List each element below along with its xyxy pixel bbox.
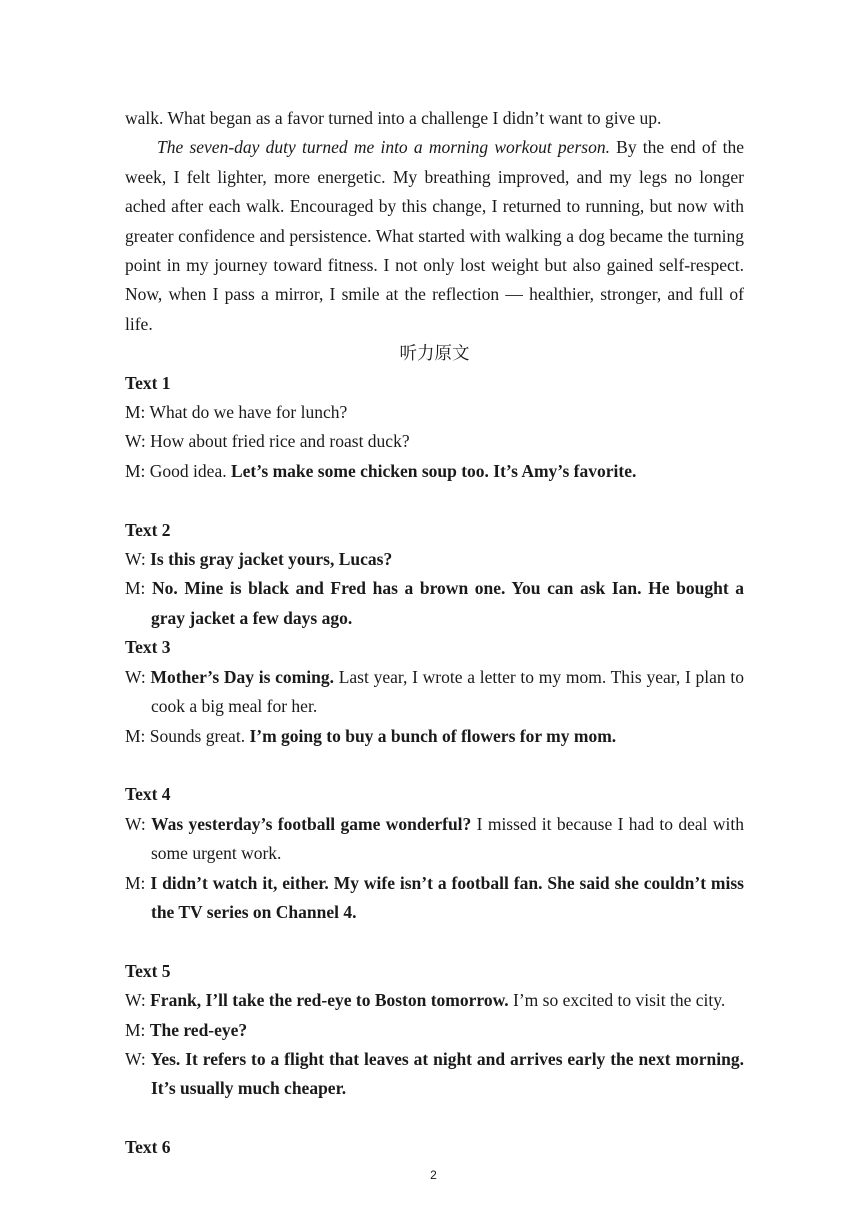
speaker-label: W:: [125, 813, 152, 834]
speaker-label: M:: [125, 872, 151, 893]
dialogue-bold-text: I didn’t watch it, either. My wife isn’t a football fan. She said she couldn’t miss the TV series on Channel 4.: [150, 872, 744, 922]
speaker-label: W:: [125, 549, 151, 570]
dialogue-line: W: How about fried rice and roast duck?: [125, 431, 410, 452]
text-heading: Text 6: [125, 1137, 171, 1158]
spacer: [125, 927, 744, 956]
speaker-label: W:: [125, 1048, 151, 1069]
dialogue-line: [125, 663, 744, 722]
section-title: 听力原文: [399, 343, 470, 364]
dialogue-line: [125, 810, 744, 869]
passage-italic-sentence: The seven-day duty turned me into a morning workout person.: [157, 137, 610, 158]
dialogue-bold-text: Is this gray jacket yours, Lucas?: [150, 549, 393, 570]
spacer: [125, 1104, 744, 1133]
spacer: [125, 751, 744, 780]
dialogue-line: [125, 986, 744, 1015]
passage-line: walk. What began as a favor turned into a challenge I didn’t want to give up.: [125, 108, 662, 128]
dialogue-line: [125, 722, 744, 751]
dialogue-bold-text: The red-eye?: [149, 1019, 248, 1040]
speaker-label: M:: [125, 578, 153, 599]
dialogue-bold-text: Frank, I’ll take the red-eye to Boston tomorrow.: [150, 990, 509, 1011]
dialogue-line: [125, 545, 744, 574]
text-heading: Text 5: [125, 960, 171, 981]
dialogue-bold-text: I’m going to buy a bunch of flowers for my mom.: [249, 725, 617, 746]
dialogue-line: M: What do we have for lunch?: [125, 402, 348, 423]
page-number: 2: [430, 1168, 437, 1182]
dialogue-text: M: Sounds great.: [125, 725, 250, 746]
dialogue-line: [125, 1016, 744, 1045]
dialogue-text: I missed it because I had to deal with some urgent work.: [151, 813, 745, 864]
speaker-label: W:: [125, 666, 151, 687]
spacer: [125, 486, 744, 515]
dialogue-text: M: Good idea.: [125, 460, 231, 481]
dialogue-line: [125, 1045, 744, 1104]
passage-text: By the end of the week, I felt lighter, more energetic. My breathing improved, and my legs no longer ached after each walk. Encouraged by this change, I returned to running, but now with greater confidence and persistence. What started with walking a dog became the turning point in my journey toward fitness. I not only lost weight but also gained self-respect. Now, when I pass a mirror, I smile at the reflection — healthier, stronger, and full of life.: [125, 137, 745, 334]
passage-paragraph: [125, 133, 744, 339]
dialogue-line: [125, 574, 744, 633]
dialogue-bold-text: Yes. It refers to a flight that leaves at night and arrives early the next morning. It’s usually much cheaper.: [150, 1048, 744, 1099]
speaker-label: M:: [125, 1019, 150, 1040]
document-page: [125, 104, 744, 1163]
dialogue-text: Last year, I wrote a letter to my mom. This year, I plan to cook a big meal for her.: [151, 666, 745, 717]
dialogue-bold-text: Mother’s Day is coming.: [150, 666, 334, 687]
dialogue-text: I’m so excited to visit the city.: [508, 990, 726, 1011]
dialogue-bold-text: Let’s make some chicken soup too. It’s Amy’s favorite.: [230, 460, 637, 481]
text-heading: Text 2: [125, 519, 171, 540]
text-heading: Text 1: [125, 372, 171, 393]
dialogue-line: [125, 457, 744, 486]
dialogue-line: [125, 869, 744, 928]
text-heading: Text 4: [125, 784, 171, 805]
text-heading: Text 3: [125, 637, 171, 658]
dialogue-bold-text: No. Mine is black and Fred has a brown one. You can ask Ian. He bought a gray jacket a few days ago.: [151, 578, 744, 628]
speaker-label: W:: [125, 990, 151, 1011]
dialogue-bold-text: Was yesterday’s football game wonderful?: [151, 813, 472, 834]
